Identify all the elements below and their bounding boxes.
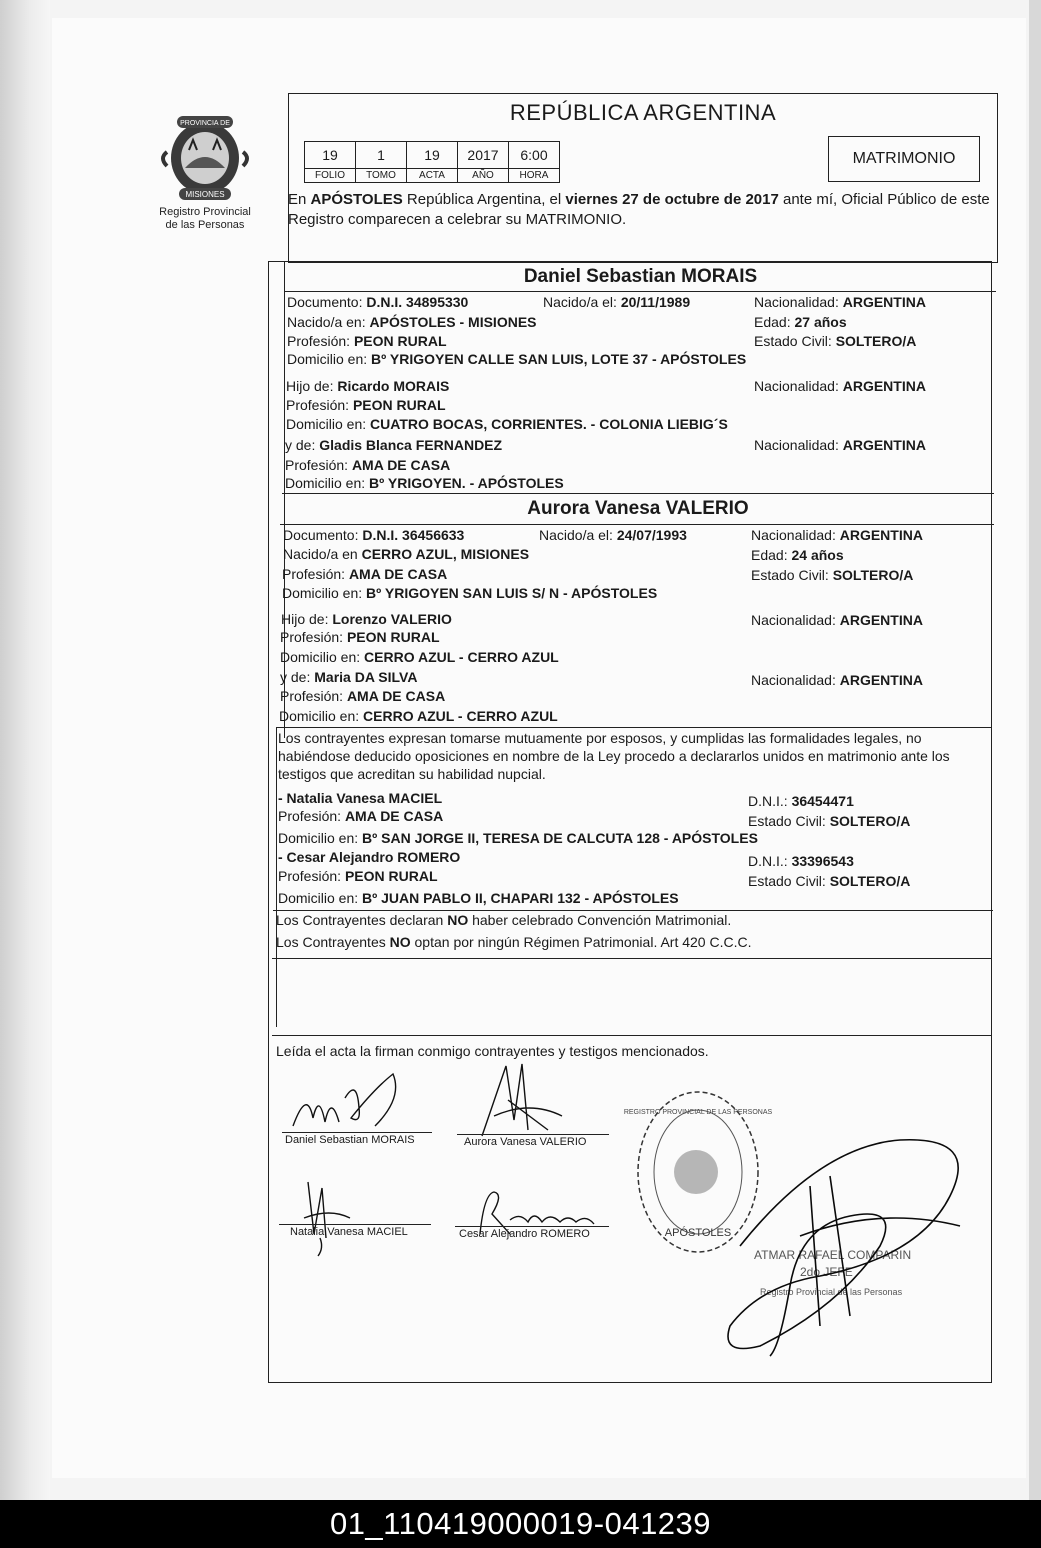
page-title: REPÚBLICA ARGENTINA (509, 100, 777, 125)
rule (272, 1035, 992, 1036)
groom-name: Daniel Sebastian MORAIS (523, 266, 758, 287)
bride-mother-profession: Profesión: AMA DE CASA (280, 688, 446, 704)
svg-text:REGISTRO PROVINCIAL DE LAS PER: REGISTRO PROVINCIAL DE LAS PERSONAS (623, 1109, 773, 1116)
regime-statement: Los Contrayentes NO optan por ningún Régimen Patrimonial. Art 420 C.C.C. (276, 934, 752, 950)
rule (280, 524, 994, 525)
officer-name: ATMAR RAFAEL COMPARIN (754, 1248, 912, 1262)
groom-profession: Profesión: PEON RURAL (287, 333, 447, 349)
witness1-name: - Natalia Vanesa MACIEL (278, 790, 443, 806)
bride-signature-label: Aurora Vanesa VALERIO (464, 1136, 587, 1148)
witness2-signature-line (455, 1226, 609, 1227)
folio-label: FOLIO (305, 169, 356, 183)
acta-value: 19 (407, 142, 458, 169)
intro-paragraph: En APÓSTOLES República Argentina, el viernes 27 de octubre de 2017 ante mí, Oficial Público de este Registro comparecen a celebrar su MATRIMONIO. (288, 191, 990, 228)
bride-father-profession: Profesión: PEON RURAL (280, 629, 440, 645)
document-type-box: MATRIMONIO (828, 136, 980, 182)
bride-civil-status: Estado Civil: SOLTERO/A (751, 567, 914, 583)
witness1-signature (300, 1178, 360, 1258)
acta-label: ACTA (407, 169, 458, 183)
groom-mother-nationality: Nacionalidad: ARGENTINA (754, 437, 926, 453)
hora-label: HORA (509, 169, 560, 183)
ano-value: 2017 (458, 142, 509, 169)
groom-civil-status: Estado Civil: SOLTERO/A (754, 333, 917, 349)
folio-value: 19 (305, 142, 356, 169)
svg-text:PROVINCIA DE: PROVINCIA DE (180, 120, 230, 127)
bride-name: Aurora Vanesa VALERIO (527, 498, 749, 519)
groom-birthdate: Nacido/a el: 20/11/1989 (543, 294, 691, 310)
officer-signature (700, 1126, 990, 1366)
barcode-caption: 01_110419000019-041239 (0, 1500, 1041, 1548)
bride-signature (470, 1060, 570, 1140)
bride-profession: Profesión: AMA DE CASA (282, 566, 448, 582)
witness1-dni: D.N.I.: 36454471 (748, 793, 854, 809)
bride-mother-address: Domicilio en: CERRO AZUL - CERRO AZUL (279, 708, 558, 724)
witness1-signature-line (279, 1224, 431, 1225)
officer-title: 2do JEFE (800, 1265, 853, 1279)
groom-age: Edad: 27 años (754, 314, 847, 330)
closing-statement: Leída el acta la firman conmigo contrayentes y testigos mencionados. (276, 1043, 709, 1059)
tomo-label: TOMO (356, 169, 407, 183)
svg-text:MISIONES: MISIONES (185, 190, 225, 199)
groom-signature (285, 1068, 415, 1132)
hora-value: 6:00 (509, 142, 560, 169)
bride-father-address: Domicilio en: CERRO AZUL - CERRO AZUL (280, 649, 559, 665)
witness1-signature-label: Natalia Vanesa MACIEL (290, 1226, 408, 1238)
rule (282, 493, 994, 494)
groom-father-nationality: Nacionalidad: ARGENTINA (754, 378, 926, 394)
logo-caption-1: Registro Provincial (159, 206, 251, 218)
tomo-value: 1 (356, 142, 407, 169)
groom-signature-label: Daniel Sebastian MORAIS (285, 1134, 415, 1146)
groom-mother-address: Domicilio en: Bº YRIGOYEN. - APÓSTOLES (285, 475, 564, 491)
bride-father-nationality: Nacionalidad: ARGENTINA (751, 612, 923, 628)
bride-birthplace: Nacido/a en CERRO AZUL, MISIONES (283, 546, 530, 562)
witness2-address: Domicilio en: Bº JUAN PABLO II, CHAPARI 132 - APÓSTOLES (278, 890, 679, 906)
groom-father-profession: Profesión: PEON RURAL (286, 397, 446, 413)
ano-label: AÑO (458, 169, 509, 183)
right-edge (1029, 0, 1041, 1500)
bride-nationality: Nacionalidad: ARGENTINA (751, 527, 923, 543)
registry-logo (150, 110, 260, 232)
groom-mother-profession: Profesión: AMA DE CASA (285, 457, 451, 473)
bride-mother-nationality: Nacionalidad: ARGENTINA (751, 672, 923, 688)
groom-nationality: Nacionalidad: ARGENTINA (754, 294, 926, 310)
groom-address: Domicilio en: Bº YRIGOYEN CALLE SAN LUIS, LOTE 37 - APÓSTOLES (287, 351, 747, 367)
bride-signature-line (457, 1134, 609, 1135)
bride-address: Domicilio en: Bº YRIGOYEN SAN LUIS S/ N - APÓSTOLES (282, 585, 658, 601)
bride-birthdate: Nacido/a el: 24/07/1993 (539, 527, 687, 543)
groom-mother-name: y de: Gladis Blanca FERNANDEZ (285, 437, 503, 453)
svg-text:APÓSTOLES: APÓSTOLES (664, 1227, 732, 1239)
witness2-name: - Cesar Alejandro ROMERO (278, 849, 461, 865)
coat-of-arms-icon (159, 110, 251, 206)
witness2-dni: D.N.I.: 33396543 (748, 853, 854, 869)
groom-father-name: Hijo de: Ricardo MORAIS (286, 378, 450, 394)
witness2-profession: Profesión: PEON RURAL (278, 868, 438, 884)
groom-document: Documento: D.N.I. 34895330 (287, 294, 469, 310)
officer-registry: Registro Provincial de las Personas (760, 1287, 903, 1297)
witness1-profession: Profesión: AMA DE CASA (278, 808, 444, 824)
binder-edge (0, 0, 50, 1500)
rule (276, 727, 992, 728)
groom-father-address: Domicilio en: CUATRO BOCAS, CORRIENTES. - COLONIA LIEBIG´S (286, 416, 728, 432)
bride-document: Documento: D.N.I. 36456633 (283, 527, 465, 543)
bride-age: Edad: 24 años (751, 547, 844, 563)
declaration-paragraph: Los contrayentes expresan tomarse mutuamente por esposos, y cumplidas las formalidades legales, no habiéndose deducido oposiciones en nombre de la Ley procedo a declararlos unidos en matrimonio ante los testigos que acreditan su habilidad nupcial. (278, 730, 950, 782)
bride-mother-name: y de: Maria DA SILVA (280, 669, 418, 685)
witness2-civil-status: Estado Civil: SOLTERO/A (748, 873, 911, 889)
rule (285, 291, 996, 292)
witness1-civil-status: Estado Civil: SOLTERO/A (748, 813, 911, 829)
rule (272, 958, 992, 959)
groom-signature-line (282, 1132, 432, 1133)
groom-birthplace: Nacido/a en: APÓSTOLES - MISIONES (287, 314, 537, 330)
folio-table (304, 141, 560, 183)
bride-father-name: Hijo de: Lorenzo VALERIO (281, 611, 452, 627)
witness2-signature-label: Cesar Alejandro ROMERO (459, 1228, 590, 1240)
logo-caption-2: de las Personas (165, 219, 245, 231)
witness1-address: Domicilio en: Bº SAN JORGE II, TERESA DE CALCUTA 128 - APÓSTOLES (278, 830, 758, 846)
rule-vertical (276, 727, 277, 1027)
convention-statement: Los Contrayentes declaran NO haber celebrado Convención Matrimonial. (276, 912, 732, 928)
